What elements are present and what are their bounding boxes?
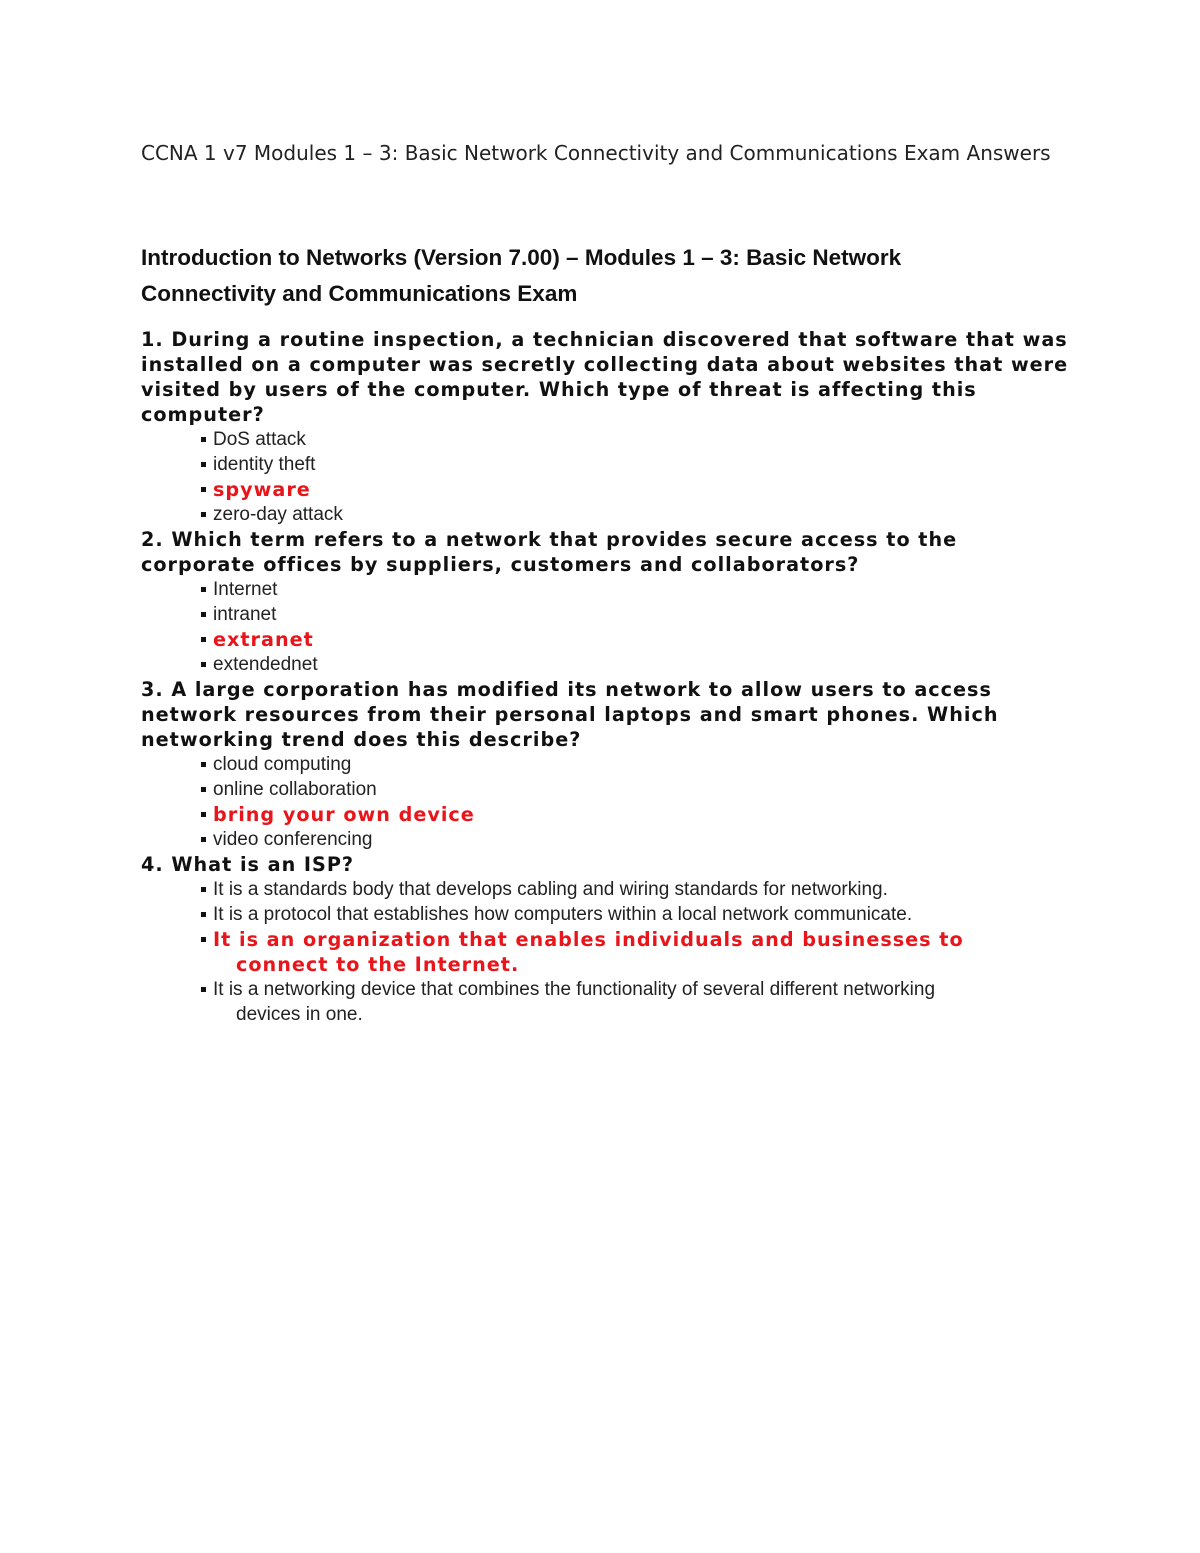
answer-option: [201, 977, 1071, 1027]
square-bullet-icon: [201, 837, 206, 842]
answer-text: Internet: [213, 579, 278, 600]
answer-text: It is a protocol that establishes how computers within a local network communicate.: [213, 904, 913, 925]
square-bullet-icon: [201, 512, 206, 517]
question-4: [141, 852, 1071, 1027]
question-text: 4. What is an ISP?: [141, 853, 355, 876]
question-list: [141, 327, 1071, 1027]
answer-text: bring your own device: [213, 803, 475, 826]
question-text: 1. During a routine inspection, a technician discovered that software that was installed on a computer was secretly collecting data about websites that were visited by users of the computer. Which type of threat is affecting this computer?: [141, 328, 1069, 426]
answer-text: video conferencing: [213, 829, 373, 850]
exam-subtitle: Introduction to Networks (Version 7.00) – Modules 1 – 3: Basic Network Connectivity and Communications Exam: [141, 245, 902, 306]
question-3: [141, 677, 1071, 852]
answer-option: [201, 902, 1071, 927]
square-bullet-icon: [201, 612, 206, 617]
answer-text: spyware: [213, 478, 311, 501]
answer-text: extranet: [213, 628, 314, 651]
answer-text: It is a networking device that combines the functionality of several different networking: [213, 979, 936, 1000]
square-bullet-icon: [201, 587, 206, 592]
correct-answer-option: [201, 627, 1071, 652]
square-bullet-icon: [201, 887, 206, 892]
answer-text: intranet: [213, 604, 277, 625]
question-text: 3. A large corporation has modified its network to allow users to access network resources from their personal laptops and smart phones. Which networking trend does this describe?: [141, 678, 999, 751]
question-1: [141, 327, 1071, 527]
answer-list: [141, 877, 1071, 1027]
answer-option: [201, 652, 1071, 677]
square-bullet-icon: [201, 637, 206, 642]
answer-text-continuation: devices in one.: [236, 1004, 363, 1025]
correct-answer-option: [201, 477, 1071, 502]
answer-option: [201, 752, 1071, 777]
correct-answer-option: [201, 927, 1071, 977]
answer-option: [201, 602, 1071, 627]
answer-text: identity theft: [213, 454, 316, 475]
square-bullet-icon: [201, 787, 206, 792]
answer-list: [141, 427, 1071, 527]
answer-option: [201, 827, 1071, 852]
question-text: 2. Which term refers to a network that provides secure access to the corporate offices by suppliers, customers and collaborators?: [141, 528, 958, 576]
answer-text: online collaboration: [213, 779, 377, 800]
square-bullet-icon: [201, 987, 206, 992]
square-bullet-icon: [201, 912, 206, 917]
answer-text: zero-day attack: [213, 504, 343, 525]
square-bullet-icon: [201, 487, 206, 492]
answer-option: [201, 577, 1071, 602]
answer-text: extendednet: [213, 654, 318, 675]
square-bullet-icon: [201, 437, 206, 442]
answer-option: [201, 502, 1071, 527]
answer-text-continuation: connect to the Internet.: [236, 953, 520, 976]
answer-option: [201, 877, 1071, 902]
square-bullet-icon: [201, 462, 206, 467]
answer-text: cloud computing: [213, 754, 352, 775]
answer-option: [201, 777, 1071, 802]
answer-list: [141, 752, 1071, 852]
question-2: [141, 527, 1071, 677]
correct-answer-option: [201, 802, 1071, 827]
answer-list: [141, 577, 1071, 677]
answer-text: It is a standards body that develops cabling and wiring standards for networking.: [213, 879, 888, 900]
square-bullet-icon: [201, 937, 206, 942]
answer-option: [201, 452, 1071, 477]
square-bullet-icon: [201, 812, 206, 817]
answer-option: [201, 427, 1071, 452]
answer-text: DoS attack: [213, 429, 306, 450]
square-bullet-icon: [201, 762, 206, 767]
answer-text: It is an organization that enables individuals and businesses to: [213, 928, 964, 951]
document-title: CCNA 1 v7 Modules 1 – 3: Basic Network Connectivity and Communications Exam Answers: [141, 141, 1051, 165]
square-bullet-icon: [201, 662, 206, 667]
